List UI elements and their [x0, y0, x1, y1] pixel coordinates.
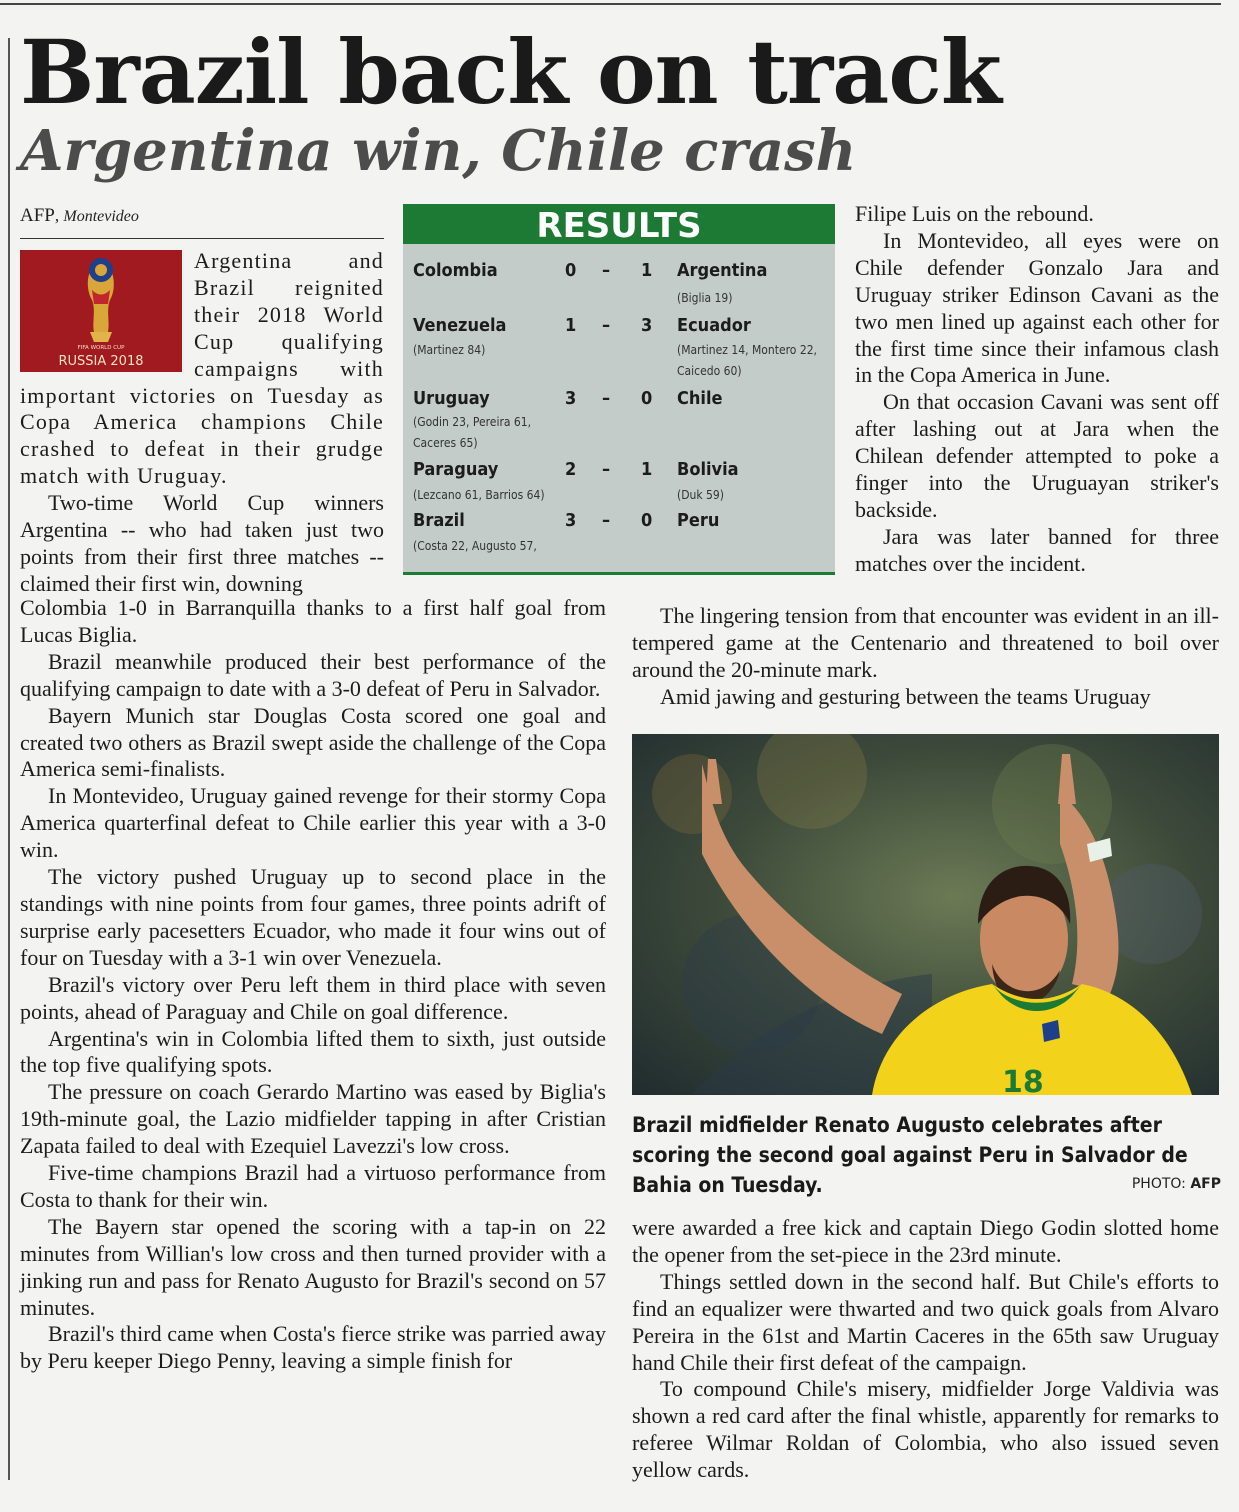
scorers-home: (Costa 22, Augusto 57, [413, 539, 537, 553]
results-title: RESULTS [403, 204, 835, 244]
paragraph: were awarded a free kick and captain Diego Godin slotted home the opener from the set-piece in the 23rd minute. [632, 1215, 1219, 1267]
article-column-2-top [632, 603, 1219, 711]
paragraph: Brazil meanwhile produced their best performance of the qualifying campaign to date with a 3-0 defeat of Peru in Salvador. [20, 648, 606, 701]
paragraph: The Bayern star opened the scoring with a tap-in on 22 minutes from Willian's low cross and then turned provider with a jinking run and pass for Renato Augusto for Brazil's second on 57 minutes. [20, 1213, 606, 1320]
paragraph: Amid jawing and gesturing between the teams Uruguay [660, 683, 1151, 709]
team-away: Ecuador [677, 315, 751, 336]
score-home: 1 [565, 315, 577, 336]
team-away: Chile [677, 388, 723, 409]
paragraph: Brazil's third came when Costa's fierce strike was parried away by Peru keeper Diego Penny, leaving a simple finish for [20, 1321, 606, 1374]
left-rule [8, 38, 10, 1480]
photo-credit-label: PHOTO: [1131, 1176, 1186, 1192]
photo-credit-source: AFP [1190, 1176, 1221, 1192]
paragraph: In Montevideo, Uruguay gained revenge for their stormy Copa America quarterfinal defeat to Chile earlier this year with a 3-0 win. [20, 783, 606, 863]
scorers-away: (Biglia 19) [677, 291, 733, 305]
scorers-home: (Martinez 84) [413, 343, 486, 357]
article-column-3 [855, 201, 1219, 578]
paragraph: Things settled down in the second half. But Chile's efforts to find an equalizer were thwarted and two quick goals from Alvaro Pereira in the 61st and Martin Caceres in the 65th saw Uruguay hand Chile their first defeat of the campaign. [632, 1268, 1219, 1375]
jersey-number: 18 [1002, 1065, 1044, 1095]
score-dash: – [602, 315, 611, 336]
article-column-2 [632, 1215, 1219, 1484]
logo-line1: FIFA WORLD CUP [77, 345, 125, 351]
article-column-1-top [20, 248, 384, 598]
byline-agency: AFP [20, 205, 55, 226]
paragraph: Argentina and Brazil reignited their 2018 World Cup qualifying campaigns with important victories on Tuesday as Copa America champions Chile crashed to defeat in their grudge match with Uruguay. [20, 248, 384, 489]
paragraph: Filipe Luis on the rebound. [855, 201, 1094, 226]
paragraph: On that occasion Cavani was sent off after lashing out at Jara when the Chilean defender attempted to poke a finger into the Uruguayan striker's backside. [855, 389, 1219, 522]
paragraph: Argentina's win in Colombia lifted them to sixth, just outside the top five qualifying spots. [20, 1025, 606, 1078]
score-dash: – [602, 388, 611, 409]
score-away: 0 [641, 388, 653, 409]
scorers-home: (Godin 23, Pereira 61, Caceres 65) [413, 415, 532, 450]
subheadline: Argentina win, Chile crash [20, 118, 857, 184]
team-away: Peru [677, 510, 720, 531]
score-away: 3 [641, 315, 653, 336]
results-box [403, 204, 835, 575]
team-away: Argentina [677, 260, 768, 281]
headline: Brazil back on track [20, 20, 1001, 124]
score-dash: – [602, 459, 611, 480]
paragraph: Bayern Munich star Douglas Costa scored one goal and created two others as Brazil swept aside the challenge of the Copa America semi-finalists. [20, 702, 606, 782]
score-home: 3 [565, 388, 577, 409]
logo-spacer [20, 248, 194, 372]
paragraph: The victory pushed Uruguay up to second place in the standings with nine points from four games, three points adrift of surprise early pacesetters Ecuador, who made it four wins out of four on Tuesday with a 3-1 win over Venezuela. [20, 864, 606, 970]
score-home: 0 [565, 260, 577, 281]
photo-credit [1132, 1176, 1221, 1192]
score-away: 1 [641, 459, 653, 480]
paragraph: Brazil's victory over Peru left them in third place with seven points, ahead of Paraguay and Chile on goal difference. [20, 971, 606, 1024]
top-rule [0, 3, 1221, 5]
byline: AFP, Montevideo [20, 205, 139, 226]
logo-line2: RUSSIA 2018 [58, 354, 144, 369]
photo-caption: Brazil midfielder Renato Augusto celebrates after scoring the second goal against Peru in Salvador de Bahia on Tuesday. [632, 1113, 1188, 1197]
byline-rule [20, 238, 384, 239]
team-home: Uruguay [413, 388, 490, 409]
paragraph: Colombia 1-0 in Barranquilla thanks to a first half goal from Lucas Biglia. [20, 595, 606, 647]
team-home: Venezuela [413, 315, 507, 336]
player-photo [632, 734, 1219, 1095]
byline-dateline: Montevideo [63, 208, 139, 225]
paragraph: In Montevideo, all eyes were on Chile defender Gonzalo Jara and Uruguay striker Edinson Cavani as the two men lined up against each other for the first time since their infamous clash in the Copa America in June. [855, 227, 1219, 388]
paragraph: The lingering tension from that encounter was evident in an ill-tempered game at the Centenario and threatened to boil over around the 20-minute mark. [632, 603, 1219, 682]
score-home: 3 [565, 510, 577, 531]
article-column-1 [20, 595, 606, 1375]
scorers-away: (Martinez 14, Montero 22, Caicedo 60) [677, 343, 817, 378]
paragraph: Two-time World Cup winners Argentina -- who had taken just two points from their first three matches -- claimed their first win, downing [20, 490, 384, 596]
paragraph: Five-time champions Brazil had a virtuoso performance from Costa to thank for their win. [20, 1160, 606, 1212]
paragraph: Jara was later banned for three matches over the incident. [855, 523, 1219, 576]
score-dash: – [602, 510, 611, 531]
team-home: Paraguay [413, 459, 499, 480]
score-home: 2 [565, 459, 577, 480]
score-dash: – [602, 260, 611, 281]
team-away: Bolivia [677, 459, 739, 480]
paragraph: The pressure on coach Gerardo Martino was eased by Biglia's 19th-minute goal, the Lazio midfielder tapping in after Cristian Zapata failed to deal with Ezequiel Lavezzi's low cross. [20, 1079, 606, 1159]
scorers-away: (Duk 59) [677, 488, 724, 502]
team-home: Colombia [413, 260, 498, 281]
paragraph: To compound Chile's misery, midfielder Jorge Valdivia was shown a red card after the final whistle, apparently for remarks to referee Wilmar Roldan of Colombia, who also issued seven yellow cards. [632, 1376, 1219, 1483]
team-home: Brazil [413, 510, 465, 531]
scorers-home: (Lezcano 61, Barrios 64) [413, 488, 545, 502]
score-away: 1 [641, 260, 653, 281]
score-away: 0 [641, 510, 653, 531]
